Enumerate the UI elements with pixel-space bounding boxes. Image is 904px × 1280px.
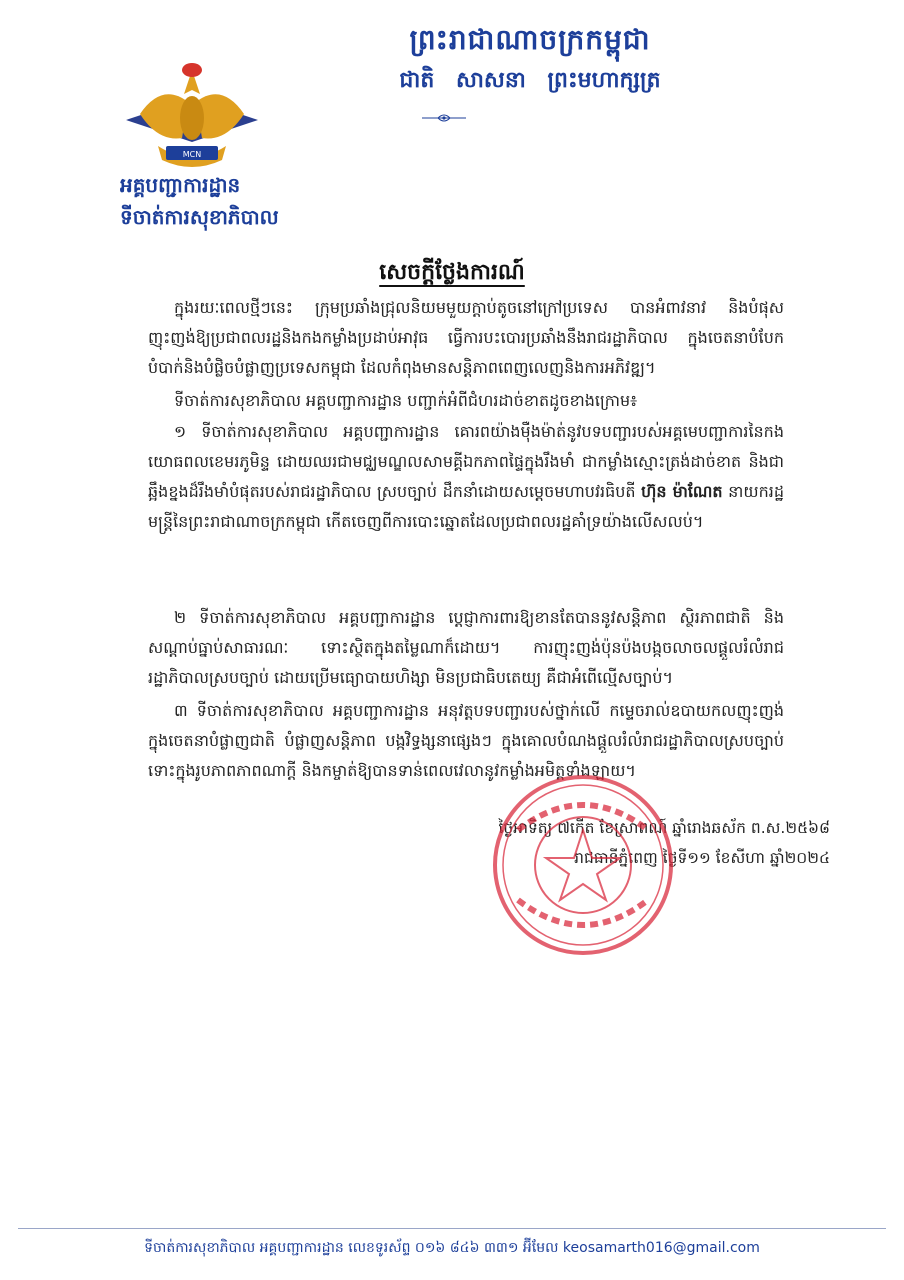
paragraph-point-1-text-end: នាយករដ្ឋមន្ត្រីនៃព្រះរាជាណាចក្រកម្ពុជា កើតចេញពីការបោះឆ្នោតដែលប្រជាពលរដ្ឋគាំទ្រយ៉ាងលើសលប់។ [148, 482, 785, 531]
paragraph-position-text: ទីចាត់ការសុខាភិបាល អគ្គបញ្ជាការដ្ឋាន បញ្ជាក់អំពីជំហរដាច់ខាតដូចខាងក្រោម៖ [174, 391, 638, 410]
paragraph-intro-text: ក្នុងរយៈពេលថ្មីៗនេះ ក្រុមប្រឆាំងជ្រុលនិយមមួយក្តាប់តូចនៅក្រៅប្រទេស បានអំពាវនាវ និងបំផុសញុះញង់ឱ្យប្រជាពលរដ្ឋនិងកងកម្លាំងប្រដាប់អាវុធ ធ្វើការបះបោរប្រឆាំងនឹងរាជរដ្ឋាភិបាល ក្នុងចេតនាបំបែកបំបាក់និងបំផ្លិចបំផ្លាញប្រទេសកម្ពុជា ដែលកំពុងមានសន្តិភាពពេញលេញនិងការអភិវឌ្ឍ។ [148, 298, 784, 377]
lunar-date: ថ្ងៃអាទិត្យ ៧កើត ខែស្រាពណ៍ ឆ្នាំរោងឆស័ក ព.ស.២៥៦៨ [498, 819, 830, 837]
paragraph-intro [148, 293, 784, 383]
paragraph-point-3-text: ៣ ទីចាត់ការសុខាភិបាល អគ្គបញ្ជាការដ្ឋាន អនុវត្តបទបញ្ជារបស់ថ្នាក់លើ កម្ទេចរាល់ឧបាយកលញុះញង់ក្នុងចេតនាបំផ្លាញជាតិ បំផ្លាញសន្តិភាព បង្កវិទ្ធង្សនាផ្សេងៗ ក្នុងគោលបំណងផ្តួលរំលំរាជរដ្ឋាភិបាលស្របច្បាប់ ទោះក្នុងរូបភាពភាពណាក្តី និងកម្ចាត់ឱ្យបានទាន់ពេលវេលានូវកម្លាំងអមិត្តទាំងឡាយ។ [148, 701, 784, 780]
footer-contact: ទីចាត់ការសុខាភិបាល អគ្គបញ្ជាការដ្ឋាន លេខទូរស័ព្ទ ០១៦ ៨៤៦ ៣៣១ អ៊ីមែល keosamarth016@gmail.com [144, 1240, 760, 1256]
org-name-health-dept: ទីចាត់ការសុខាភិបាល [120, 205, 279, 229]
paragraph-point-1-text: ១ ទីចាត់ការសុខាភិបាល អគ្គបញ្ជាការដ្ឋាន គោរពយ៉ាងម៉ឺងម៉ាត់នូវបទបញ្ជារបស់អគ្គមេបញ្ជាការនៃកងយោធពលខេមរភូមិន្ទ ដោយឈរជាមជ្ឈមណ្ឌលសាមគ្គីឯកភាពផ្ទៃក្នុងរឹងមាំ ជាកម្លាំងស្មោះត្រង់ដាច់ខាត និងជាឆ្អឹងខ្នងដ៏រឹងមាំបំផុតរបស់រាជរដ្ឋាភិបាល ស្របច្បាប់ ដឹកនាំដោយសម្តេចមហាបវរធិបតី [148, 422, 784, 501]
kingdom-heading: ព្រះរាជាណាចក្រកម្ពុជា [409, 23, 651, 56]
emblem-ribbon-text: MCN [182, 150, 202, 159]
document-title: សេចក្តីថ្លែងការណ៍ [379, 260, 525, 285]
paragraph-point-2-text: ២ ទីចាត់ការសុខាភិបាល អគ្គបញ្ជាការដ្ឋាន ប្តេជ្ញាការពារឱ្យខានតែបាននូវសន្តិភាព ស្ថិរភាពជាតិ និងសណ្តាប់ធ្នាប់សាធារណៈ ទោះស្ថិតក្នុងតម្លៃណាក៏ដោយ។ ការញុះញង់ប៉ុនប៉ងបង្កចលាចលផ្តួលរំលំរាជរដ្ឋាភិបាលស្របច្បាប់ ដោយប្រើមធ្យោបាយហិង្សា មិនប្រជាធិបតេយ្យ គឺជាអំពើល្មើសច្បាប់។ [148, 608, 784, 687]
divider-ornament-icon [420, 112, 468, 124]
paragraph-point-2 [148, 603, 784, 693]
prime-minister-name: ហ៊ុន ម៉ាណែត [641, 482, 723, 501]
paragraph-point-1 [148, 417, 784, 537]
paragraph-point-3 [148, 696, 784, 786]
paragraph-position [148, 386, 784, 416]
footer-divider [18, 1228, 886, 1229]
official-seal-stamp-icon [488, 770, 678, 960]
org-name-command: អគ្គបញ្ជាការដ្ឋាន [120, 173, 241, 197]
solar-date-location: រាជធានីភ្នំពេញ ថ្ងៃទី១១ ខែសីហា ឆ្នាំ២០២៤ [574, 849, 830, 867]
high-command-emblem-icon [122, 58, 262, 176]
national-motto: ជាតិ សាសនា ព្រះមហាក្សត្រ [399, 68, 661, 93]
